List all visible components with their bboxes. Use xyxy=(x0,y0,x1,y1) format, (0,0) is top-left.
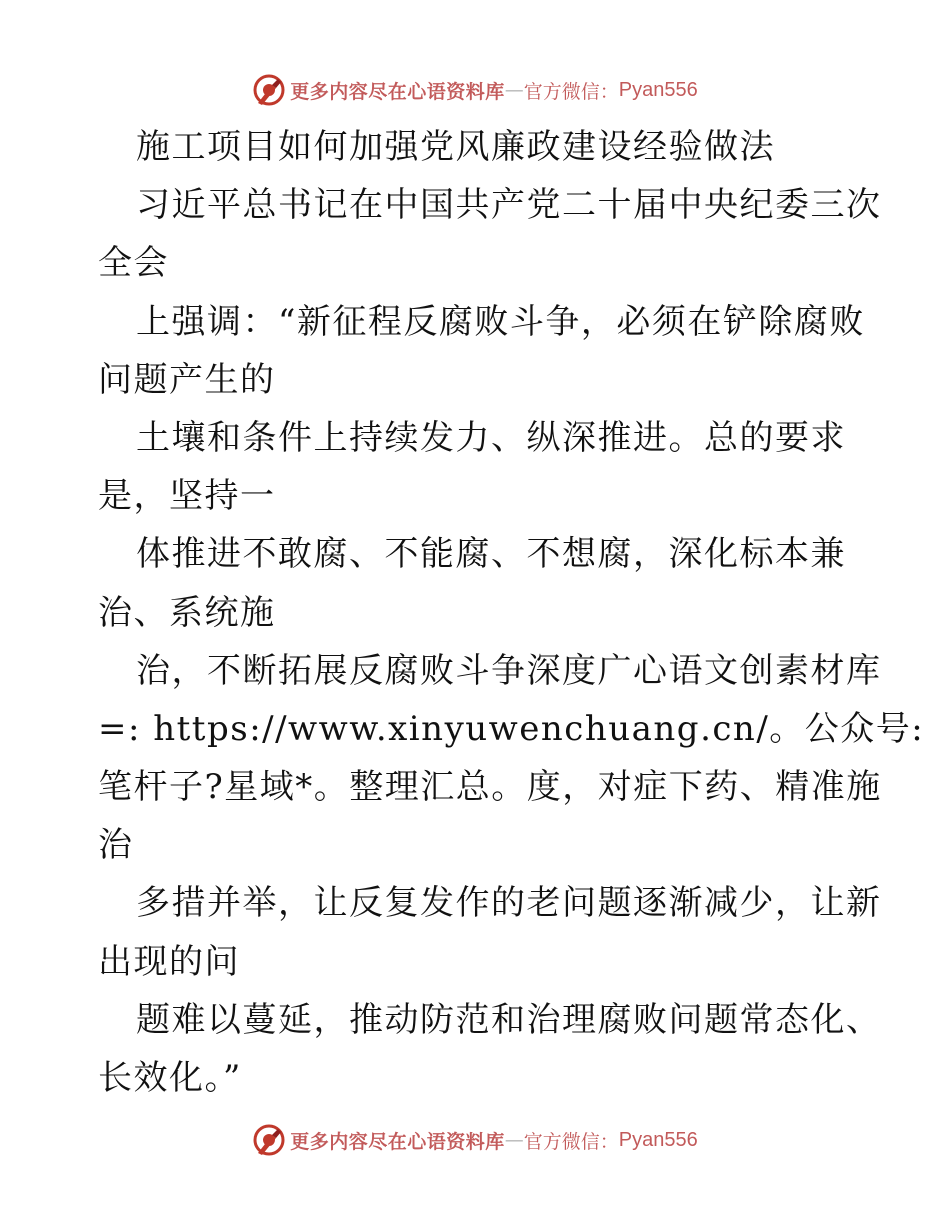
footer-watermark-banner xyxy=(0,1120,950,1160)
header-watermark-banner xyxy=(0,70,950,110)
text-line: 是，坚持一 xyxy=(98,476,276,517)
banner-wechat-label: 官方微信： xyxy=(523,1130,619,1153)
text-line: 土壤和条件上持续发力、纵深推进。总的要求 xyxy=(136,417,846,458)
pen-logo-icon xyxy=(252,1123,286,1157)
text-line: 问题产生的 xyxy=(98,359,276,400)
text-line: 笔杆子?星域*。整理汇总。度，对症下药、精准施 xyxy=(98,767,882,808)
banner-wechat-label: 官方微信： xyxy=(523,80,619,103)
banner-text: 更多内容尽在心语资料库 xyxy=(290,1130,505,1153)
text-line: 治 xyxy=(98,825,134,866)
document-body xyxy=(98,118,925,1107)
text-line: 习近平总书记在中国共产党二十届中央纪委三次 xyxy=(136,185,882,226)
banner-text: 更多内容尽在心语资料库 xyxy=(290,80,505,103)
text-line: 全会 xyxy=(98,243,169,284)
pen-logo-icon xyxy=(252,73,286,107)
text-line: 上强调：“新征程反腐败斗争，必须在铲除腐败 xyxy=(136,301,865,342)
banner-dash: — xyxy=(504,1129,524,1151)
text-line: 长效化。” xyxy=(98,1058,242,1098)
url-line: =: https://www.xinyuwenchuang.cn/。公众号: xyxy=(98,708,925,749)
banner-wechat-id: Pyan556 xyxy=(618,1128,698,1151)
text-line: 治、系统施 xyxy=(98,592,276,633)
text-line: 体推进不敢腐、不能腐、不想腐，深化标本兼 xyxy=(136,534,846,575)
text-line: 多措并举，让反复发作的老问题逐渐减少，让新 xyxy=(136,883,882,924)
banner-wechat-id: Pyan556 xyxy=(618,78,698,101)
text-line: 治，不断拓展反腐败斗争深度广心语文创素材库 xyxy=(136,650,882,691)
banner-dash: — xyxy=(504,79,524,101)
text-line: 施工项目如何加强党风廉政建设经验做法 xyxy=(136,127,775,167)
text-line: 出现的问 xyxy=(98,941,240,982)
text-line: 题难以蔓延，推动防范和治理腐败问题常态化、 xyxy=(136,999,882,1040)
